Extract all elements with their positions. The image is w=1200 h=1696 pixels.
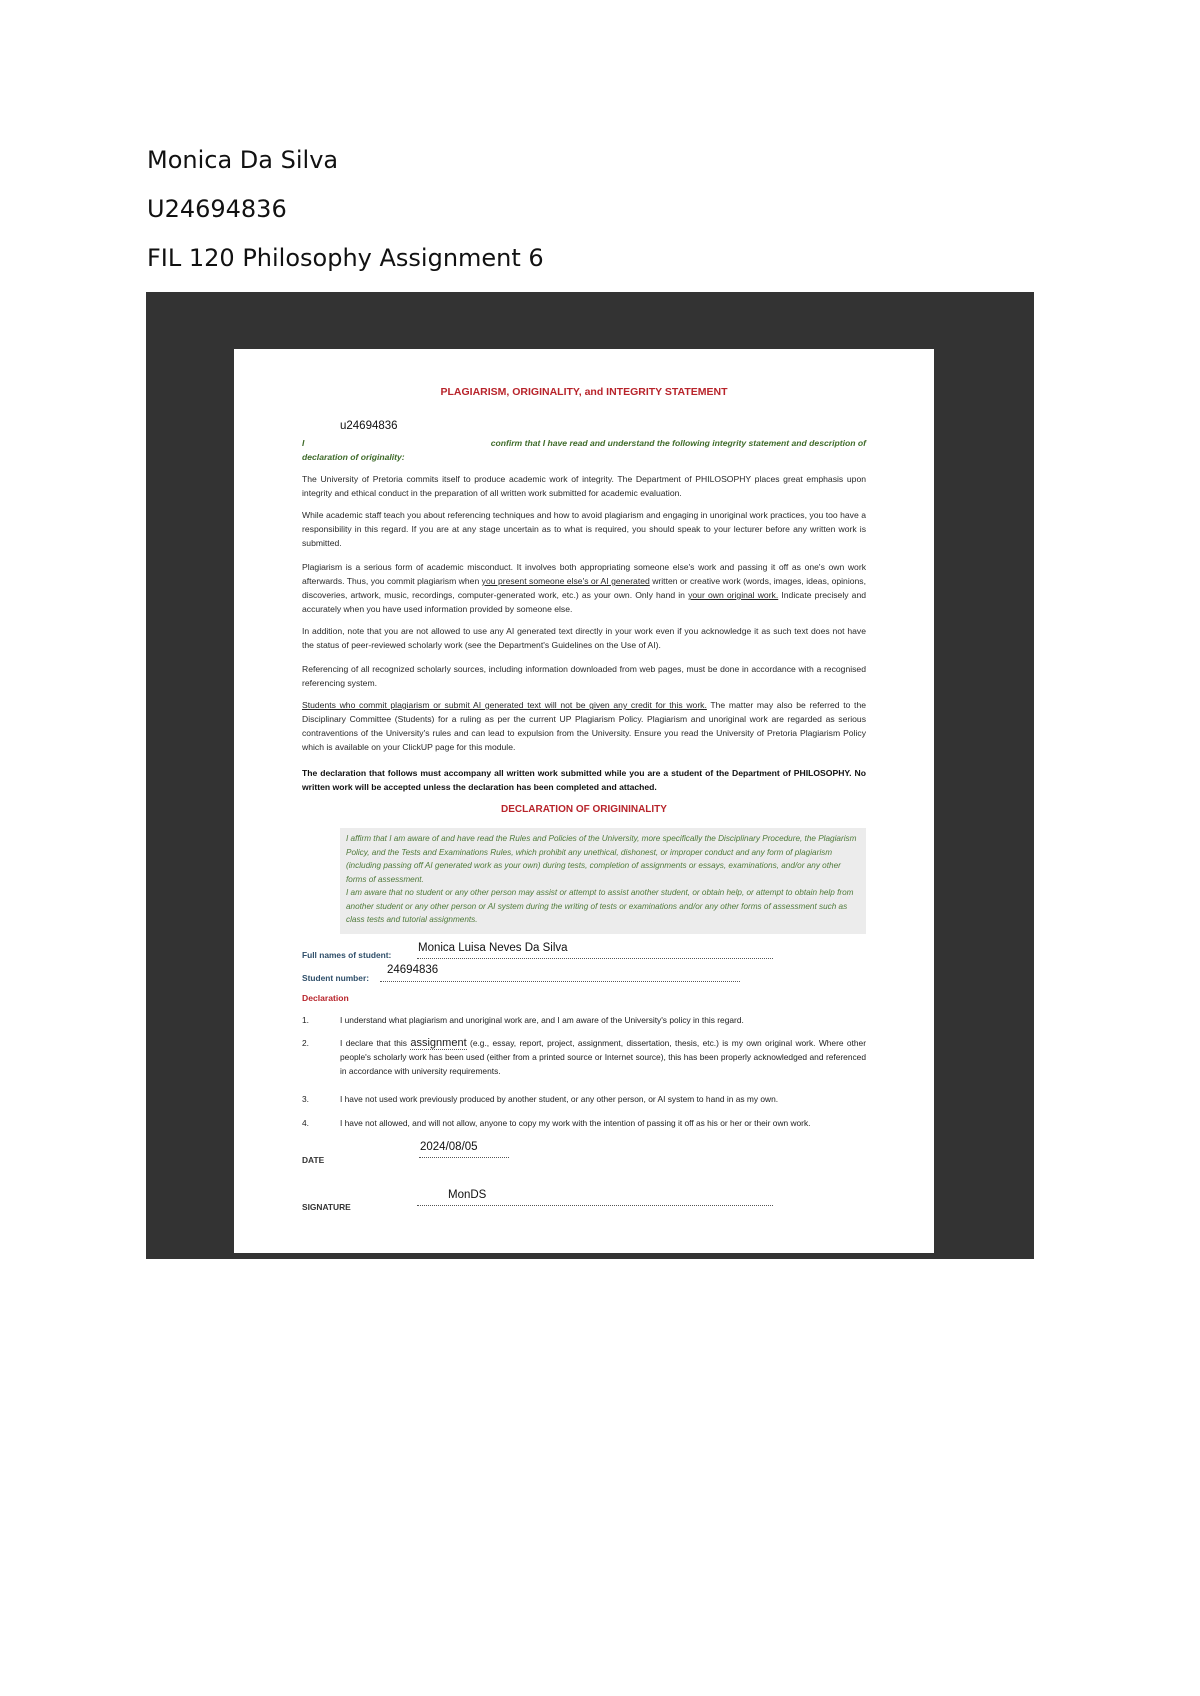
declaration-heading: Declaration — [302, 993, 349, 1003]
declaration-of-originality-label: declaration of originality: — [302, 452, 405, 462]
date-label: DATE — [302, 1155, 325, 1165]
filled-student-number: u24694836 — [340, 420, 398, 432]
paragraph-7: The declaration that follows must accompany all written work submitted while you are a student of the Department of PHILOSOPHY. No written work will be accepted unless the declaration has been completed and attached. — [302, 768, 866, 792]
signature-value: MonDS — [448, 1189, 487, 1201]
full-names-label: Full names of student: — [302, 950, 392, 960]
i-label: I — [302, 438, 305, 448]
paragraph-3: Plagiarism is a serious form of academic misconduct. It involves both appropriating someone else's work and passing it off as one's own work afterwards. Thus, you commit plagiarism when you present someone else's or AI generated written or creative work (words, images, ideas, opinions, discoveries, artwork, music, recordings, computer-generated work, etc.) as your own. Only hand in your own original work. Indicate precisely and accurately when you have used information provided by someone else. — [302, 562, 867, 614]
item-number-1: 1. — [302, 1015, 309, 1025]
paragraph-4: In addition, note that you are not allowed to use any AI generated text directly in your work even if you acknowledge it as such text does not have the status of peer-reviewed scholarly work (see the Department's Guidelines on the Use of AI). — [302, 626, 866, 650]
student-name: Monica Da Silva — [147, 146, 339, 174]
affirmation-box — [340, 828, 866, 934]
paragraph-2: While academic staff teach you about referencing techniques and how to avoid plagiarism and engaging in unoriginal work practices, you too have a responsibility in this regard. If you are at any stage uncertain as to what is required, you should speak to your lecturer before any written work is submitted. — [302, 510, 866, 548]
item-number-2: 2. — [302, 1038, 309, 1048]
statement-title: PLAGIARISM, ORIGINALITY, and INTEGRITY STATEMENT — [440, 386, 728, 398]
paragraph-1: The University of Pretoria commits itself to produce academic work of integrity. The Department of PHILOSOPHY places great emphasis upon integrity and ethical conduct in the preparation of all written work submitted for academic evaluation. — [302, 474, 866, 498]
confirm-text: confirm that I have read and understand the following integrity statement and description of — [490, 438, 866, 448]
declaration-item-3: I have not used work previously produced by another student, or any other person, or AI system to hand in as my own. — [340, 1094, 779, 1104]
student-number-line — [380, 981, 740, 982]
date-line — [419, 1157, 509, 1158]
declaration-item-2: I declare that this assignment (e.g., essay, report, project, assignment, dissertation, thesis, etc.) is my own original work. Where other people's scholarly work has been used (either from a printed source or Internet source), this has been properly acknowledged and referenced in accordance with university requirements. — [340, 1037, 866, 1076]
signature-label: SIGNATURE — [302, 1202, 351, 1212]
declaration-item-4: I have not allowed, and will not allow, anyone to copy my work with the intention of passing it off as his or her or their own work. — [340, 1118, 811, 1128]
date-value: 2024/08/05 — [420, 1141, 478, 1153]
paragraph-6: Students who commit plagiarism or submit AI generated text will not be given any credit for this work. The matter may also be referred to the Disciplinary Committee (Students) for a ruling as per the current UP Plagiarism Policy. Plagiarism and unoriginal work are regarded as serious contraventions of the University's rules and can lead to expulsion from the University. Ensure you read the University of Pretoria Plagiarism Policy which is available on your ClickUP page for this module. — [302, 700, 867, 752]
scanned-declaration-page — [234, 349, 934, 1253]
item-number-3: 3. — [302, 1094, 309, 1104]
student-number-label: Student number: — [302, 973, 369, 983]
course-title: FIL 120 Philosophy Assignment 6 — [147, 244, 544, 272]
full-names-value: Monica Luisa Neves Da Silva — [418, 942, 568, 954]
work-type-fill: assignment — [410, 1037, 467, 1049]
full-names-line — [417, 958, 773, 959]
declaration-item-1: I understand what plagiarism and unoriginal work are, and I am aware of the University's policy in this regard. — [340, 1015, 744, 1025]
student-id: U24694836 — [147, 195, 287, 223]
signature-line — [417, 1205, 773, 1206]
affirmation-text-2: I am aware that no student or any other person may assist or attempt to assist another student, or obtain help, or attempt to obtain help from another student or any other person or AI system during the writing of tests or examinations and/or any other forms of assessment such as class tests and tutorial assignments. — [346, 888, 854, 924]
student-number-value: 24694836 — [387, 964, 439, 976]
item-number-4: 4. — [302, 1118, 309, 1128]
declaration-title: DECLARATION OF ORIGININALITY — [501, 804, 667, 815]
affirmation-text-1: I affirm that I am aware of and have read the Rules and Policies of the University, more specifically the Disciplinary Procedure, the Plagiarism Policy, and the Tests and Examinations Rules, which prohibit any unethical, dishonest, or improper conduct and any form of plagiarism (including passing off AI generated work as your own) during tests, completion of assignments or essays, examinations, and/or any other forms of assessment. — [346, 834, 857, 884]
paragraph-5: Referencing of all recognized scholarly sources, including information downloaded from web pages, must be done in accordance with a recognised referencing system. — [302, 664, 866, 688]
